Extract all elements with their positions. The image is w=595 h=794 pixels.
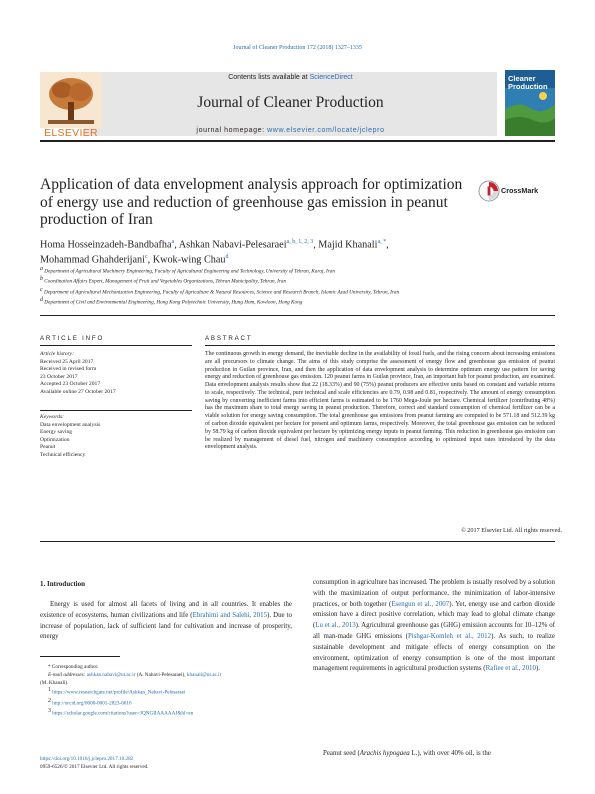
email-link[interactable]: ashkan.nabavi@ut.ac.ir: [86, 671, 136, 678]
affiliation-text: Department of Agricultural Mechanization Engineering, Faculty of Agriculture & Natural Resources, Science and Research Branch, Islamic Azad University, Tehran, Iran: [43, 289, 400, 296]
keyword-item: Data envelopment analysis: [40, 421, 101, 428]
email-owner-continued: (M. Khanali).: [40, 679, 69, 686]
profile-link[interactable]: https://www.researchgate.net/profile/Ashkan_Nabavi-Pelesaraei: [52, 690, 186, 697]
history-item: 23 October 2017: [40, 373, 78, 380]
footnotes: [40, 664, 300, 719]
citation-link[interactable]: Rafiee et al., 2010: [485, 665, 536, 673]
affiliation-text: Coordination Affairs Expert, Management of Fruit and Vegetables Organizations, Tehran Municipality, Tehran, Iran: [44, 279, 287, 286]
affiliation-text: Department of Civil and Environmental Engineering, Hong Kong Polytechnic University, Hung Hom, Kowloon, Hong Kong: [44, 299, 303, 306]
journal-title: Journal of Cleaner Production: [197, 94, 384, 111]
introduction-paragraph-right: [313, 578, 555, 675]
elsevier-logo: [40, 72, 102, 140]
journal-cover-thumbnail[interactable]: [505, 70, 555, 136]
author-affiliation-marker[interactable]: a, *: [377, 239, 387, 245]
author-affiliation-marker[interactable]: a, b, 1, 2, 3: [286, 239, 314, 245]
profile-link[interactable]: https://scholar.google.com/citations?user=JQNGIIAAAAAJ&hl=en: [52, 711, 194, 718]
keyword-item: Technical efficiency: [40, 451, 86, 458]
journal-citation[interactable]: Journal of Cleaner Production 172 (2018) 1327–1335: [233, 45, 362, 51]
crossmark-label: CrossMark: [501, 186, 539, 195]
email-label: E-mail addresses:: [48, 671, 86, 678]
article-title: Application of data envelopment analysis approach for optimization of energy use and reduction of greenhouse gas emission in peanut production of Iran: [40, 176, 463, 228]
author-name[interactable]: Homa Hosseinzadeh-Bandbafha: [40, 239, 172, 251]
author-separator: ,: [313, 239, 319, 251]
profile-link-item: [40, 687, 300, 698]
keyword-item: Energy saving: [40, 429, 73, 436]
journal-homepage: [84, 127, 497, 134]
footnote-rule: [40, 656, 120, 657]
keywords-label: Keywords:: [40, 414, 65, 420]
author-name[interactable]: Mohammad Ghahderijani: [40, 254, 145, 266]
cover-title: [508, 75, 548, 91]
footnote-number: 2: [48, 697, 51, 704]
intro-text: ). As such, to realize sustainable development and mitigate effects of energy consumption on the environment, optimization of energy consumption is one of the most important management requirements in agricultural production systems (: [313, 632, 555, 673]
corresponding-author-note: * Corresponding author.: [48, 664, 99, 670]
keyword-item: Optimization: [40, 436, 70, 443]
crossmark-icon: [478, 180, 500, 202]
cover-title-line1: Cleaner: [508, 74, 536, 83]
doi-block: [40, 756, 300, 772]
author-name[interactable]: Majid Khanali: [318, 239, 378, 251]
intro-text: Peanut seed (: [323, 750, 360, 757]
introduction-paragraph-right-2: [313, 749, 555, 760]
author-affiliation-marker[interactable]: c: [144, 254, 148, 261]
affiliations: [40, 266, 555, 307]
doi-link[interactable]: https://doi.org/10.1016/j.jclepro.2017.10.282: [40, 756, 134, 762]
author-separator: ,: [386, 239, 389, 251]
sciencedirect-link[interactable]: ScienceDirect: [309, 74, 353, 81]
history-item: Received 25 April 2017: [40, 358, 94, 365]
introduction-paragraph-left: [40, 600, 292, 643]
history-item: Accepted 23 October 2017: [40, 381, 101, 388]
cover-title-line2: Production: [508, 82, 548, 91]
abstract-text: The continuous growth in energy demand, the inevitable decline in the availability of fossil fuels, and the rising concern about increasing emissions are all precursors to climate change. The aims of this study comprise the assessment of energy flow and greenhouse gas emission of peanut production in Guilan province, Iran, and then the application of data envelopment analysis to determine optimum energy use pattern for saving energy and reduction of greenhouse gas emission. 120 peanut farms in Guilan province, Iran, an important hub for peanut production, are examined. Data envelopment analysis results show that 22 (18.33%) and 90 (75%) peanut producers are effective units based on constant and variable returns to scale, respectively. The technical, pure technical and scale efficiencies are 0.79, 0.98 and 0.81, respectively. The amount of energy consumption saving by converting inefficient farms into efficient farms is estimated to be 1760 Mega-Joule per hectare. Chemical fertilizer (contributing 48%) has the maximum share to total energy saving in peanut production. Therefore, correct and standard consumption of chemical fertilizer can be a viable solution for energy saving consumption. The total greenhouse gas emissions from peanut farming are computed to be 571.18 and 512.39 kg of carbon dioxide equivalent per hectare for present and optimum farms, respectively. Moreover, the total greenhouse gas emission can be reduced by 58.79 kg of carbon dioxide equivalent per hectare by optimizing energy inputs in peanut farming. This reduction in greenhouse gas emission can be realized by management of diesel fuel, nitrogen and machinery consumption according to optimized input rates introduced by the data envelopment analysis.: [205, 351, 555, 451]
intro-text: consumption in agriculture has increased. The problem is usually resolved by a solution with the maximization of output performance, the minimization of labor-intensive practices, or both together (: [313, 579, 555, 608]
issn-line: 0959-6526/© 2017 Elsevier Ltd. All rights reserved.: [40, 763, 149, 770]
abstract-heading: ABSTRACT: [205, 335, 253, 342]
keywords-rule: [40, 410, 192, 411]
keyword-item: Peanut: [40, 444, 56, 451]
history-item: Received in revised form: [40, 366, 97, 373]
affiliation-item: [40, 276, 555, 286]
header-rule: [40, 140, 555, 142]
history-label: Article history:: [40, 351, 75, 357]
citation-link[interactable]: Lu et al., 2013: [315, 622, 356, 630]
intro-text: ). Yet, energy use and carbon dioxide emission have a direct positive correlation, which may lead to global climate change (: [313, 600, 555, 630]
profile-link[interactable]: http://orcid.org/0000-0001-2823-6616: [52, 700, 132, 707]
author-name[interactable]: Kwok-wing Chau: [152, 254, 226, 266]
species-name: Arachis hypogaea: [359, 750, 410, 757]
profile-link-item: [40, 698, 300, 709]
citation-link[interactable]: Esengun et al., 2007: [391, 600, 450, 608]
abstract-copyright: © 2017 Elsevier Ltd. All rights reserved.: [461, 527, 562, 534]
affiliation-marker: b: [40, 276, 43, 283]
affiliation-item: [40, 266, 555, 276]
article-info-heading: ARTICLE INFO: [40, 335, 105, 342]
footnote-number: 1: [48, 687, 51, 694]
article-history: [40, 351, 190, 397]
affiliation-marker: d: [40, 296, 43, 303]
affiliation-item: [40, 297, 555, 307]
contents-line: [84, 74, 497, 81]
citation-link[interactable]: Ebrahimi and Salehi, 2015: [192, 611, 268, 619]
author-name[interactable]: Ashkan Nabavi-Pelesaraei: [178, 239, 287, 251]
affiliation-rule: [40, 315, 555, 316]
intro-text: L.), with over 40% oil, is the: [409, 750, 491, 757]
author-separator: ,: [174, 239, 179, 251]
contents-prefix: Contents lists available at: [228, 74, 310, 81]
elsevier-wordmark: ELSEVIER: [44, 127, 98, 139]
affiliation-marker: c: [40, 286, 43, 293]
affiliation-item: [40, 287, 555, 297]
crossmark-badge[interactable]: [478, 180, 540, 202]
profile-link-item: [40, 708, 300, 719]
footnote-number: 3: [48, 708, 51, 715]
introduction-heading: 1. Introduction: [40, 580, 85, 588]
affiliation-text: Department of Agricultural Machinery Engineering, Faculty of Agricultural Engineering and Technology, University of Tehran, Karaj, Iran: [44, 268, 335, 275]
author-list: [40, 236, 530, 267]
email-owner: (A. Nabavi-Pelesaraei),: [135, 671, 187, 678]
intro-text: Energy is used for almost all facets of living and in all countries. It enables the existence of ecosystems, human civilizations and life (: [40, 601, 292, 619]
author-separator: ,: [147, 254, 153, 266]
citation-link[interactable]: Pishgar-Komleh et al., 2012: [407, 632, 492, 640]
history-item: Available online 27 October 2017: [40, 388, 116, 395]
keywords: [40, 414, 190, 460]
email-note: [40, 672, 300, 680]
affiliation-marker: a: [40, 266, 43, 272]
intro-text: ).: [535, 665, 540, 673]
intro-text: ). Agricultural greenhouse gas (GHG) emission accounts for 10–12% of all man-made GHG emissions (: [313, 622, 555, 640]
email-link[interactable]: khanali@ut.ac.ir: [186, 671, 222, 678]
section-rule: [40, 541, 555, 542]
intro-text: ). Due to increase of population, lack of sufficient land for cultivation and increase of prosperity, energy: [40, 611, 292, 641]
homepage-link[interactable]: www.elsevier.com/locate/jclepro: [267, 127, 385, 134]
abstract-rule: [205, 345, 555, 346]
homepage-prefix: journal homepage:: [196, 127, 268, 134]
author-affiliation-marker[interactable]: a: [171, 239, 175, 245]
article-info-rule: [40, 345, 192, 346]
author-affiliation-marker[interactable]: d: [225, 254, 229, 261]
